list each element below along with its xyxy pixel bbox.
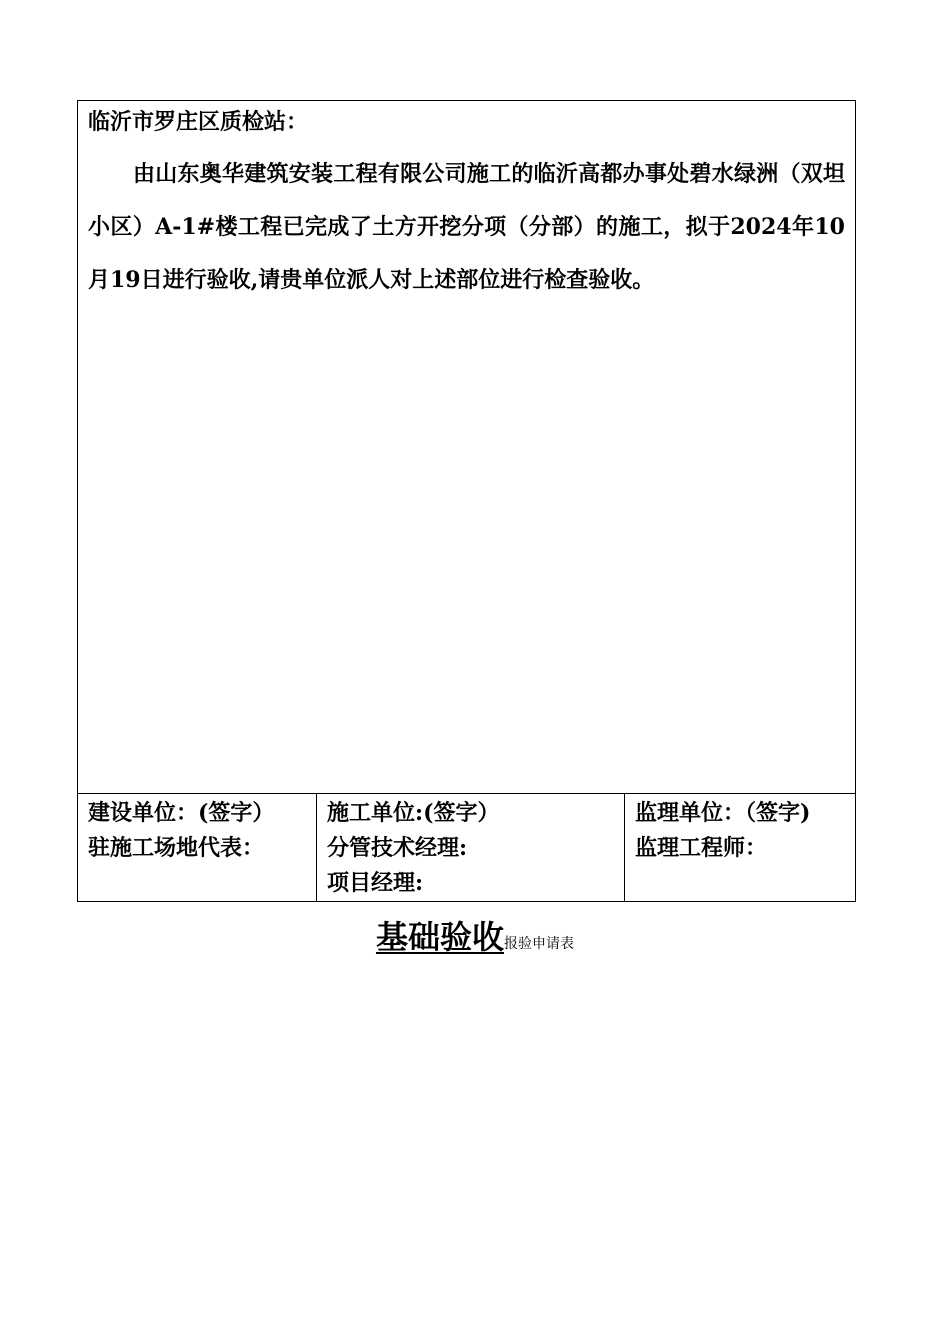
owner-representative-label: 驻施工场地代表： [88,835,265,861]
notice-cell [78,101,856,794]
tech-manager-label: 分管技术经理: [327,835,468,861]
project-manager-label: 项目经理: [327,870,424,896]
form-title-sub: 报验申请表 [504,936,574,952]
supervisor-engineer-label: 监理工程师： [635,835,768,861]
form-title-main: 基础验收 [375,918,504,956]
owner-signature-cell [78,794,317,902]
owner-unit-label: 建设单位：(签字） [88,800,275,826]
form-title [0,912,950,958]
supervisor-unit-label: 监理单位：（签字) [635,800,811,826]
notice-body: 由山东奥华建筑安装工程有限公司施工的临沂高都办事处碧水绿洲（双坦小区）A-1#楼工程已完成了土方开挖分项（分部）的施工，拟于2024年10月19日进行验收,请贵单位派人对上述部位进行检查验收。 [88,161,845,293]
recipient: 临沂市罗庄区质检站： [88,109,309,135]
contractor-signature-cell [317,794,625,902]
inspection-application-form [77,100,856,902]
contractor-unit-label: 施工单位:(签字） [327,800,500,826]
supervisor-signature-cell [625,794,856,902]
